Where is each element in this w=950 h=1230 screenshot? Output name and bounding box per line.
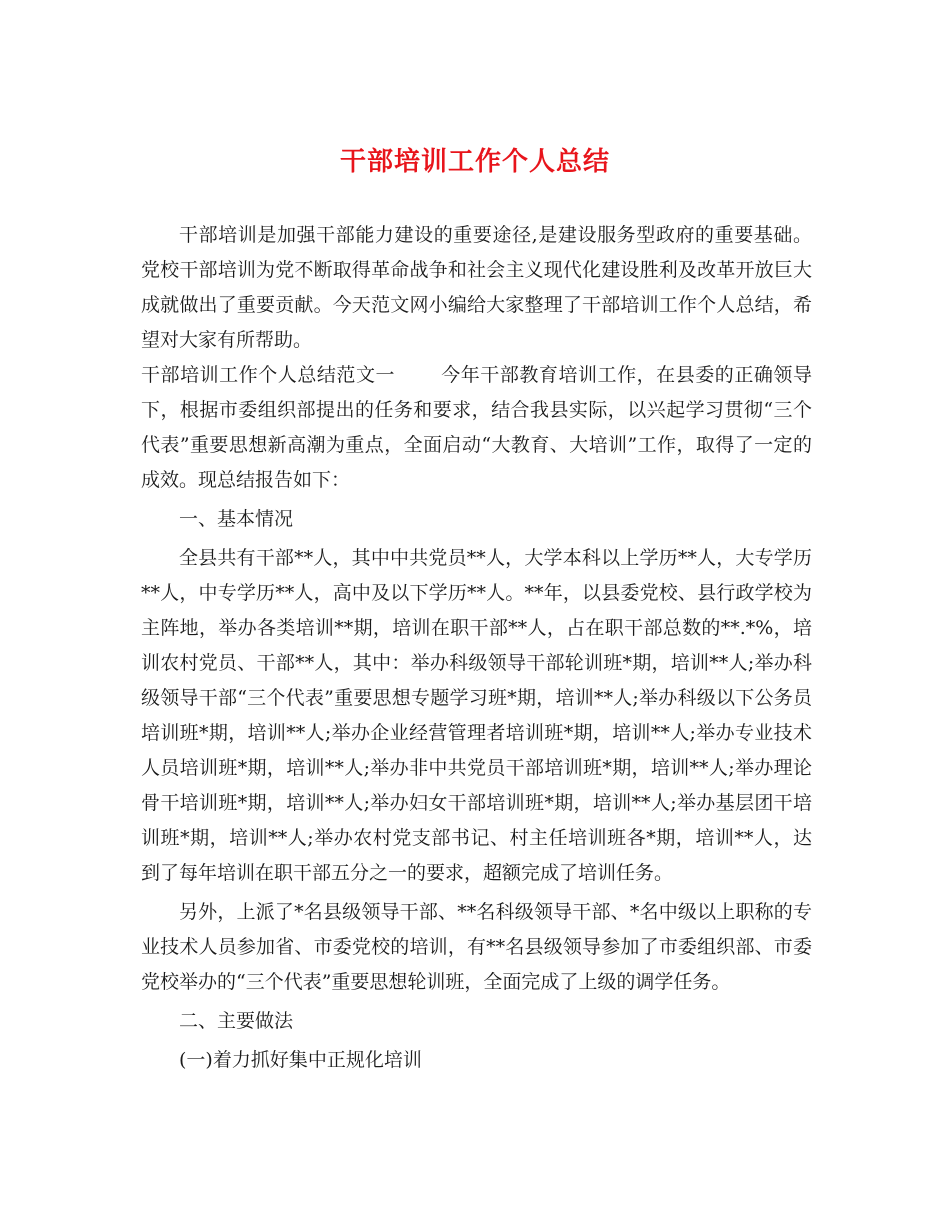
document-title: 干部培训工作个人总结 xyxy=(339,147,610,177)
intro-paragraph: 干部培训是加强干部能力建设的重要途径,是建设服务型政府的重要基础。党校干部培训为党不断取得革命战争和社会主义现代化建设胜利及改革开放巨大成就做出了重要贡献。今天范文网小编给大家整理了干部培训工作个人总结，希望对大家有所帮助。 xyxy=(141,224,812,351)
section1-paragraph-1: 全县共有干部**人，其中中共党员**人，大学本科以上学历**人，大专学历**人，中专学历**人，高中及以下学历**人。**年，以县委党校、县行政学校为主阵地，举办各类培训**期，培训在职干部**人，占在职干部总数的**.*%，培训农村党员、干部**人，其中：举办科级领导干部轮训班*期，培训**人;举办科级领导干部“三个代表”重要思想专题学习班*期，培训**人;举办科级以下公务员培训班*期，培训**人;举办企业经营管理者培训班*期，培训**人;举办专业技术人员培训班*期，培训**人;举办非中共党员干部培训班*期，培训**人;举办理论骨干培训班*期，培训**人;举办妇女干部培训班*期，培训**人;举办基层团干培训班*期，培训**人;举办农村党支部书记、村主任培训班各*期，培训**人，达到了每年培训在职干部五分之一的要求，超额完成了培训任务。 xyxy=(141,547,812,884)
sample-opening: 今年干部教育培训工作，在县委的正确领导下，根据市委组织部提出的任务和要求，结合我县实际，以兴起学习贯彻“三个代表”重要思想新高潮为重点，全面启动“大教育、大培训”工作，取得了一定的成效。现总结报告如下： xyxy=(141,364,812,491)
document-body xyxy=(141,218,812,1078)
section1-paragraph-2: 另外，上派了*名县级领导干部、**名科级领导干部、*名中级以上职称的专业技术人员参加省、市委党校的培训，有**名县级领导参加了市委组织部、市委党校举办的“三个代表”重要思想轮训班，全面完成了上级的调学任务。 xyxy=(141,901,812,993)
section-heading-methods: 二、主要做法 xyxy=(179,1010,294,1032)
sample-label: 干部培训工作个人总结范文一 xyxy=(141,364,396,386)
sample-paragraph xyxy=(141,358,812,498)
subsection-heading: (一)着力抓好集中正规化培训 xyxy=(179,1049,422,1071)
section-heading-basic: 一、基本情况 xyxy=(179,508,294,530)
